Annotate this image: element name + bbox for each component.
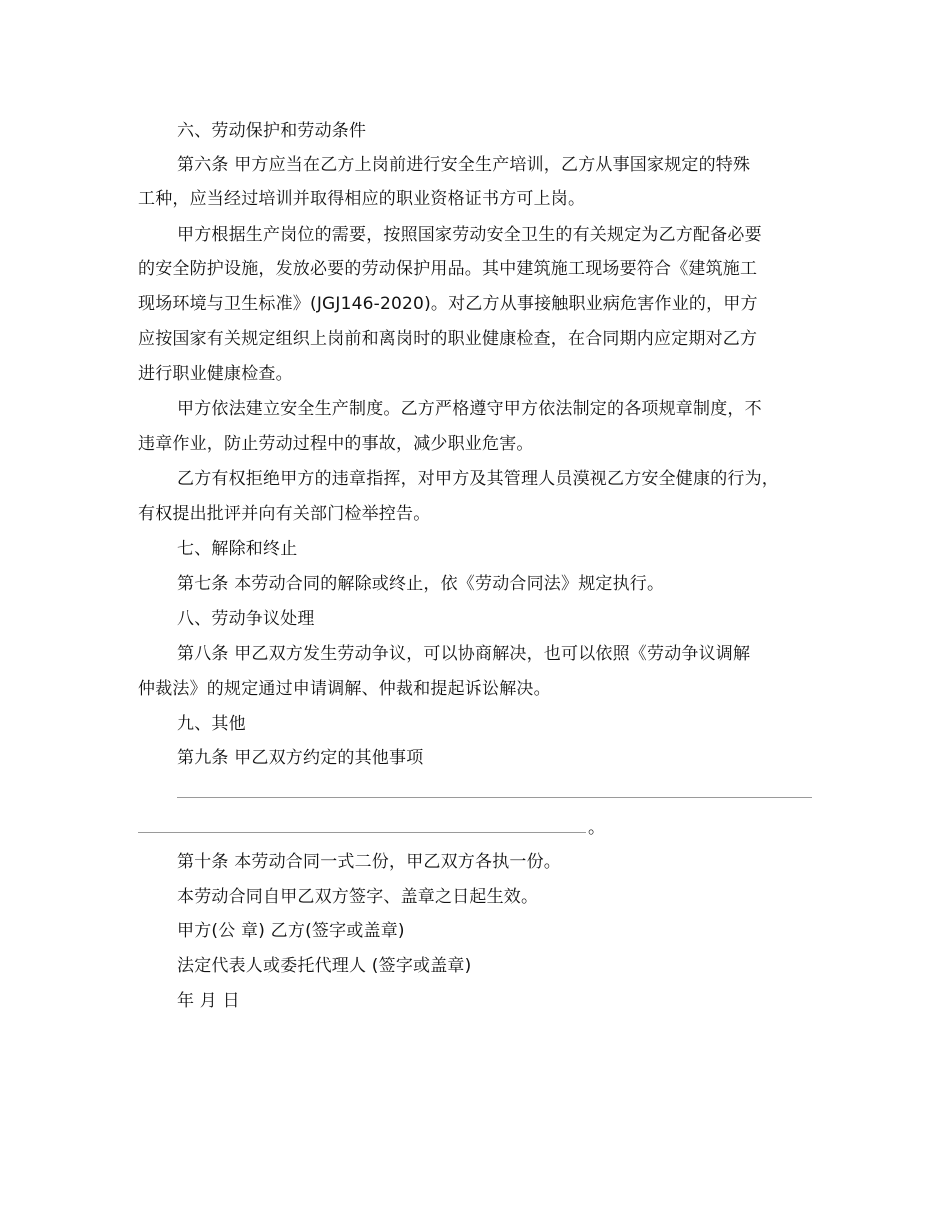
article-8-line-1: 第八条 甲乙双方发生劳动争议，可以协商解决，也可以依照《劳动争议调解 xyxy=(177,644,751,664)
article-9: 第九条 甲乙双方约定的其他事项 xyxy=(177,748,424,768)
protection-paragraph-line-1: 甲方根据生产岗位的需要，按照国家劳动安全卫生的有关规定为乙方配备必要 xyxy=(177,225,762,245)
protection-paragraph-line-2: 的安全防护设施，发放必要的劳动保护用品。其中建筑施工现场要符合《建筑施工 xyxy=(138,259,758,279)
article-6-line-2: 工种，应当经过培训并取得相应的职业资格证书方可上岗。 xyxy=(138,189,586,209)
safety-system-line-1: 甲方依法建立安全生产制度。乙方严格遵守甲方依法制定的各项规章制度，不 xyxy=(177,399,762,419)
article-8-line-2: 仲裁法》的规定通过申请调解、仲裁和提起诉讼解决。 xyxy=(138,679,551,699)
safety-system-line-2: 违章作业，防止劳动过程中的事故，减少职业危害。 xyxy=(138,434,534,454)
section-heading-labor-protection: 六、劳动保护和劳动条件 xyxy=(177,121,367,141)
protection-paragraph-line-3: 现场环境与卫生标准》(JGJ146-2020)。对乙方从事接触职业病危害作业的，甲方 xyxy=(138,294,758,314)
section-heading-termination: 七、解除和终止 xyxy=(177,539,298,559)
refusal-right-line-1: 乙方有权拒绝甲方的违章指挥，对甲方及其管理人员漠视乙方安全健康的行为， xyxy=(177,469,779,489)
other-matters-blank-line-2 xyxy=(138,832,586,833)
other-matters-blank-line-1 xyxy=(177,797,812,798)
effective-clause: 本劳动合同自甲乙双方签字、盖章之日起生效。 xyxy=(177,887,539,907)
other-matters-blank-row xyxy=(138,818,618,838)
section-heading-dispute: 八、劳动争议处理 xyxy=(177,609,315,629)
section-heading-other: 九、其他 xyxy=(177,714,246,734)
protection-paragraph-line-5: 进行职业健康检查。 xyxy=(138,364,293,384)
article-7: 第七条 本劳动合同的解除或终止，依《劳动合同法》规定执行。 xyxy=(177,574,665,594)
signature-parties: 甲方(公 章) 乙方(签字或盖章) xyxy=(177,921,405,941)
article-6-line-1: 第六条 甲方应当在乙方上岗前进行安全生产培训，乙方从事国家规定的特殊 xyxy=(177,155,751,175)
article-10: 第十条 本劳动合同一式二份，甲乙双方各执一份。 xyxy=(177,852,562,872)
protection-paragraph-line-4: 应按国家有关规定组织上岗前和离岗时的职业健康检查，在合同期内应定期对乙方 xyxy=(138,329,758,349)
signature-representative: 法定代表人或委托代理人 (签字或盖章) xyxy=(177,956,472,976)
signature-date: 年 月 日 xyxy=(177,991,240,1011)
refusal-right-line-2: 有权提出批评并向有关部门检举控告。 xyxy=(138,504,431,524)
blank-line-period: 。 xyxy=(588,818,605,838)
